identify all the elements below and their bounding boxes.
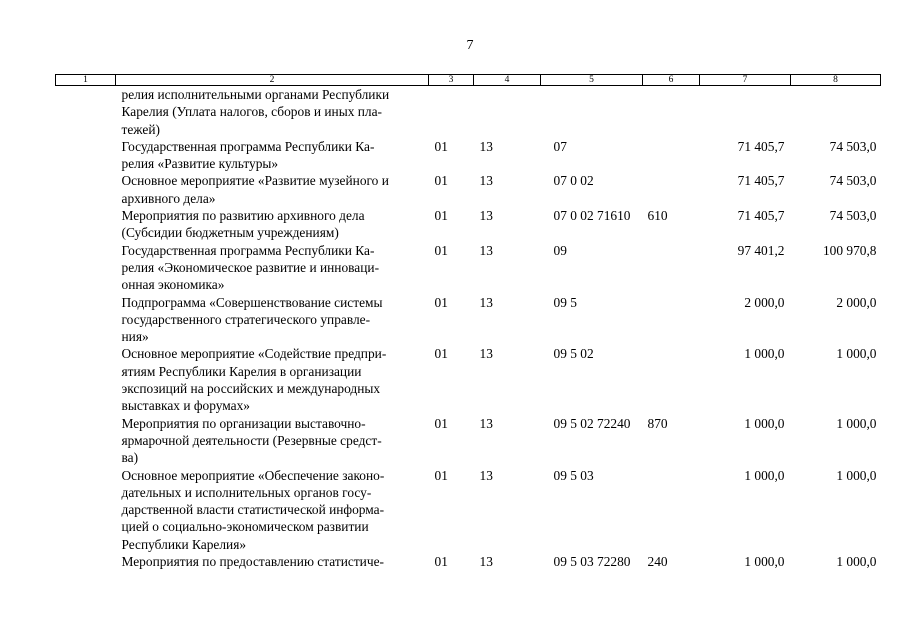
header-row [56, 75, 881, 86]
expense-type-code [643, 172, 700, 207]
target-code: 09 5 02 72240 [553, 415, 631, 431]
section-code: 01 [434, 294, 448, 310]
column-header: 5 [541, 75, 643, 86]
amount-col8: 74 503,0 [829, 138, 877, 154]
row-number-cell [56, 553, 116, 570]
page-number: 7 [466, 38, 474, 53]
amount-col7: 97 401,2 [737, 242, 785, 258]
section-code: 01 [434, 346, 448, 362]
amount-col8: 74 503,0 [829, 208, 877, 224]
row-number-cell [56, 467, 116, 553]
subsection-code: 13 [479, 554, 493, 570]
expense-type-code [643, 345, 700, 414]
column-header: 8 [791, 75, 881, 86]
table-row [56, 138, 881, 173]
table-row [56, 86, 881, 138]
column-header: 2 [116, 75, 429, 86]
subsection-code: 13 [479, 173, 493, 189]
item-name: релия исполнительными органами Республики Карелия (Уплата налогов, сборов и иных пла- тежей) [121, 87, 390, 137]
subsection-code: 13 [479, 294, 493, 310]
amount-col7: 71 405,7 [737, 208, 785, 224]
subsection-code: 13 [479, 467, 493, 483]
row-number-cell [56, 294, 116, 346]
item-name: Основное мероприятие «Развитие музейного и архивного дела» [121, 173, 389, 206]
item-name: Мероприятия по развитию архивного дела (Субсидии бюджетным учреждениям) [121, 208, 365, 241]
column-header: 3 [429, 75, 474, 86]
target-code [541, 86, 643, 138]
row-number-cell [56, 172, 116, 207]
subsection-code [474, 86, 541, 138]
target-code: 09 [553, 242, 567, 258]
budget-table [55, 74, 881, 570]
row-number-cell [56, 345, 116, 414]
row-number-cell [56, 86, 116, 138]
section-code: 01 [434, 138, 448, 154]
column-header: 4 [474, 75, 541, 86]
target-code: 09 5 03 [553, 467, 594, 483]
table-row [56, 345, 881, 414]
table-row [56, 467, 881, 553]
amount-col7: 1 000,0 [744, 554, 785, 570]
item-name: Мероприятия по предоставлению статистиче- [121, 554, 384, 570]
amount-col8: 1 000,0 [836, 415, 877, 431]
subsection-code: 13 [479, 138, 493, 154]
table-row [56, 553, 881, 570]
target-code: 09 5 [553, 294, 577, 310]
amount-col8: 2 000,0 [836, 294, 877, 310]
amount-col7: 2 000,0 [744, 294, 785, 310]
expense-type-code [643, 294, 700, 346]
amount-col7: 71 405,7 [737, 138, 785, 154]
item-name: Подпрограмма «Совершенствование системы государственного стратегического управле- ния» [121, 294, 383, 345]
item-name: Мероприятия по организации выставочно- ярмарочной деятельности (Резервные средст- ва) [121, 415, 382, 466]
expense-type-code: 610 [647, 208, 668, 224]
amount-col7: 71 405,7 [737, 173, 785, 189]
expense-type-code: 240 [647, 554, 668, 570]
amount-col8 [791, 86, 881, 138]
amount-col7: 1 000,0 [744, 467, 785, 483]
subsection-code: 13 [479, 415, 493, 431]
target-code: 09 5 02 [553, 346, 594, 362]
amount-col8: 74 503,0 [829, 173, 877, 189]
item-name: Государственная программа Республики Ка- релия «Развитие культуры» [121, 138, 375, 172]
expense-type-code [643, 86, 700, 138]
section-code: 01 [434, 467, 448, 483]
section-code: 01 [434, 415, 448, 431]
column-header: 1 [56, 75, 116, 86]
amount-col7: 1 000,0 [744, 415, 785, 431]
subsection-code: 13 [479, 208, 493, 224]
expense-type-code [643, 467, 700, 553]
row-number-cell [56, 242, 116, 294]
item-name: Государственная программа Республики Ка- релия «Экономическое развитие и инноваци- онная экономика» [121, 242, 380, 293]
amount-col8: 1 000,0 [836, 467, 877, 483]
subsection-code: 13 [479, 242, 493, 258]
section-code: 01 [434, 242, 448, 258]
row-number-cell [56, 138, 116, 173]
column-header: 7 [700, 75, 791, 86]
amount-col8: 100 970,8 [822, 242, 877, 258]
item-name: Основное мероприятие «Содействие предпри- ятиям Республики Карелия в организации экспозиций на российских и международных выставках и форумах» [121, 346, 387, 414]
row-number-cell [56, 415, 116, 467]
amount-col7: 1 000,0 [744, 346, 785, 362]
section-code [429, 86, 474, 138]
table-row [56, 242, 881, 294]
item-name: Основное мероприятие «Обеспечение законо- дательных и исполнительных органов госу- дарственной власти статистической информа- цией о социально-экономическом развитии Республики Карелия» [121, 467, 385, 552]
subsection-code: 13 [479, 346, 493, 362]
expense-type-code [643, 138, 700, 173]
target-code: 07 0 02 [553, 173, 594, 189]
column-header: 6 [643, 75, 700, 86]
table-row [56, 207, 881, 242]
expense-type-code [643, 242, 700, 294]
section-code: 01 [434, 554, 448, 570]
section-code: 01 [434, 173, 448, 189]
target-code: 07 0 02 71610 [553, 208, 631, 224]
target-code: 07 [553, 138, 567, 154]
table-row [56, 172, 881, 207]
table-row [56, 415, 881, 467]
amount-col7 [700, 86, 791, 138]
row-number-cell [56, 207, 116, 242]
target-code: 09 5 03 72280 [553, 554, 631, 570]
section-code: 01 [434, 208, 448, 224]
amount-col8: 1 000,0 [836, 554, 877, 570]
table-row [56, 294, 881, 346]
expense-type-code: 870 [647, 415, 668, 431]
amount-col8: 1 000,0 [836, 346, 877, 362]
